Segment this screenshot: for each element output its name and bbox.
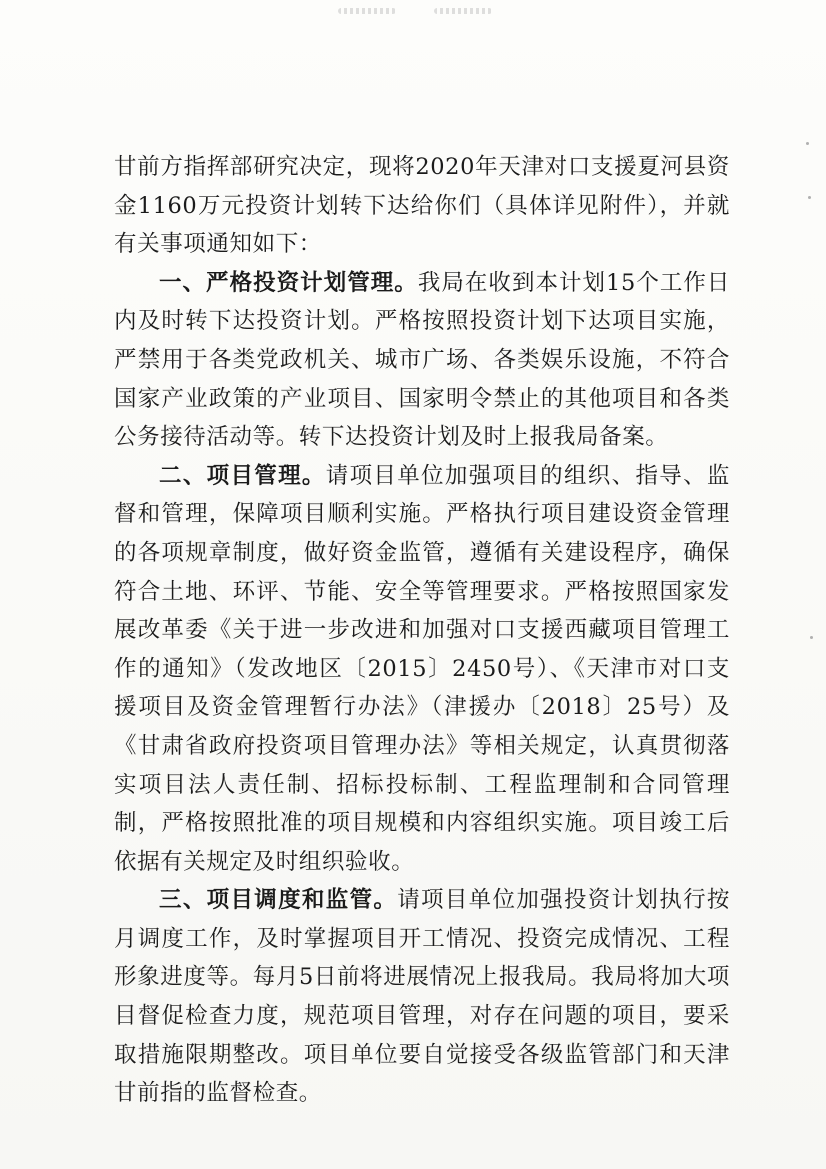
- intro-paragraph: 甘前方指挥部研究决定，现将2020年天津对口支援夏河县资金1160万元投资计划转下达给你们（具体详见附件），并就有关事项通知如下：: [114, 154, 730, 258]
- section-2-paragraph: [114, 457, 730, 882]
- scan-artifact: [434, 8, 492, 14]
- section-1-heading: 一、严格投资计划管理。: [159, 269, 418, 296]
- scan-speck: [810, 636, 813, 639]
- section-3-heading: 三、项目调度和监管。: [159, 887, 398, 914]
- scan-speck: [808, 196, 811, 199]
- section-1-paragraph: [114, 264, 730, 457]
- scan-speck: [806, 142, 809, 145]
- document-body: [114, 148, 730, 1113]
- section-3-paragraph: [114, 881, 730, 1113]
- section-3-body: 请项目单位加强投资计划执行按月调度工作，及时掌握项目开工情况、投资完成情况、工程形象进度等。每月5日前将进展情况上报我局。我局将加大项目督促检查力度，规范项目管理，对存在问题的项目，要采取措施限期整改。项目单位要自觉接受各级监管部门和天津甘前指的监督检查。: [114, 887, 730, 1107]
- section-2-body: 请项目单位加强项目的组织、指导、监督和管理，保障项目顺利实施。严格执行项目建设资金管理的各项规章制度，做好资金监管，遵循有关建设程序，确保符合土地、环评、节能、安全等管理要求。严格按照国家发展改革委《关于进一步改进和加强对口支援西藏项目管理工作的通知》（发改地区〔2015〕2450号）、《天津市对口支援项目及资金管理暂行办法》（津援办〔2018〕25号）及《甘肃省政府投资项目管理办法》等相关规定，认真贯彻落实项目法人责任制、招标投标制、工程监理制和合同管理制，严格按照批准的项目规模和内容组织实施。项目竣工后依据有关规定及时组织验收。: [114, 462, 731, 875]
- section-1-body: 我局在收到本计划15个工作日内及时转下达投资计划。严格按照投资计划下达项目实施，严禁用于各类党政机关、城市广场、各类娱乐设施，不符合国家产业政策的产业项目、国家明令禁止的其他项目和各类公务接待活动等。转下达投资计划及时上报我局备案。: [114, 269, 731, 451]
- scan-artifact: [338, 8, 396, 14]
- section-2-heading: 二、项目管理。: [159, 462, 326, 489]
